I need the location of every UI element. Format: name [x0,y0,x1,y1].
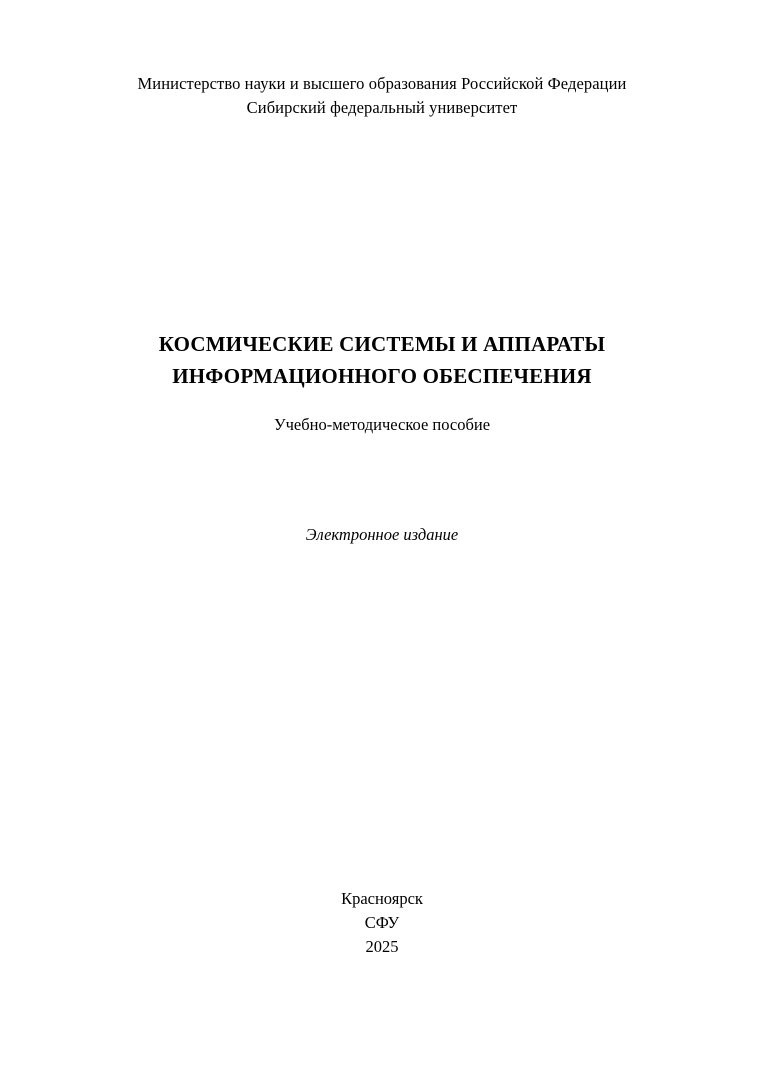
page-subtitle [0,413,764,437]
edition-note [0,523,764,547]
imprint-year: 2025 [365,937,399,956]
imprint-city: Красноярск [341,889,423,908]
ministry-line: Министерство науки и высшего образования Российской Федерации [137,74,627,93]
imprint-publisher: СФУ [364,913,400,932]
page-subtitle-text: Учебно-методическое пособие [273,415,491,434]
page-title-line-2: ИНФОРМАЦИОННОГО ОБЕСПЕЧЕНИЯ [172,364,592,388]
imprint [0,887,764,959]
edition-note-text: Электронное издание [305,525,459,544]
university-line: Сибирский федеральный университет [246,98,518,117]
page-title [0,328,764,392]
page-title-line-1: КОСМИЧЕСКИЕ СИСТЕМЫ И АППАРАТЫ [158,332,606,356]
publisher-header [0,72,764,120]
